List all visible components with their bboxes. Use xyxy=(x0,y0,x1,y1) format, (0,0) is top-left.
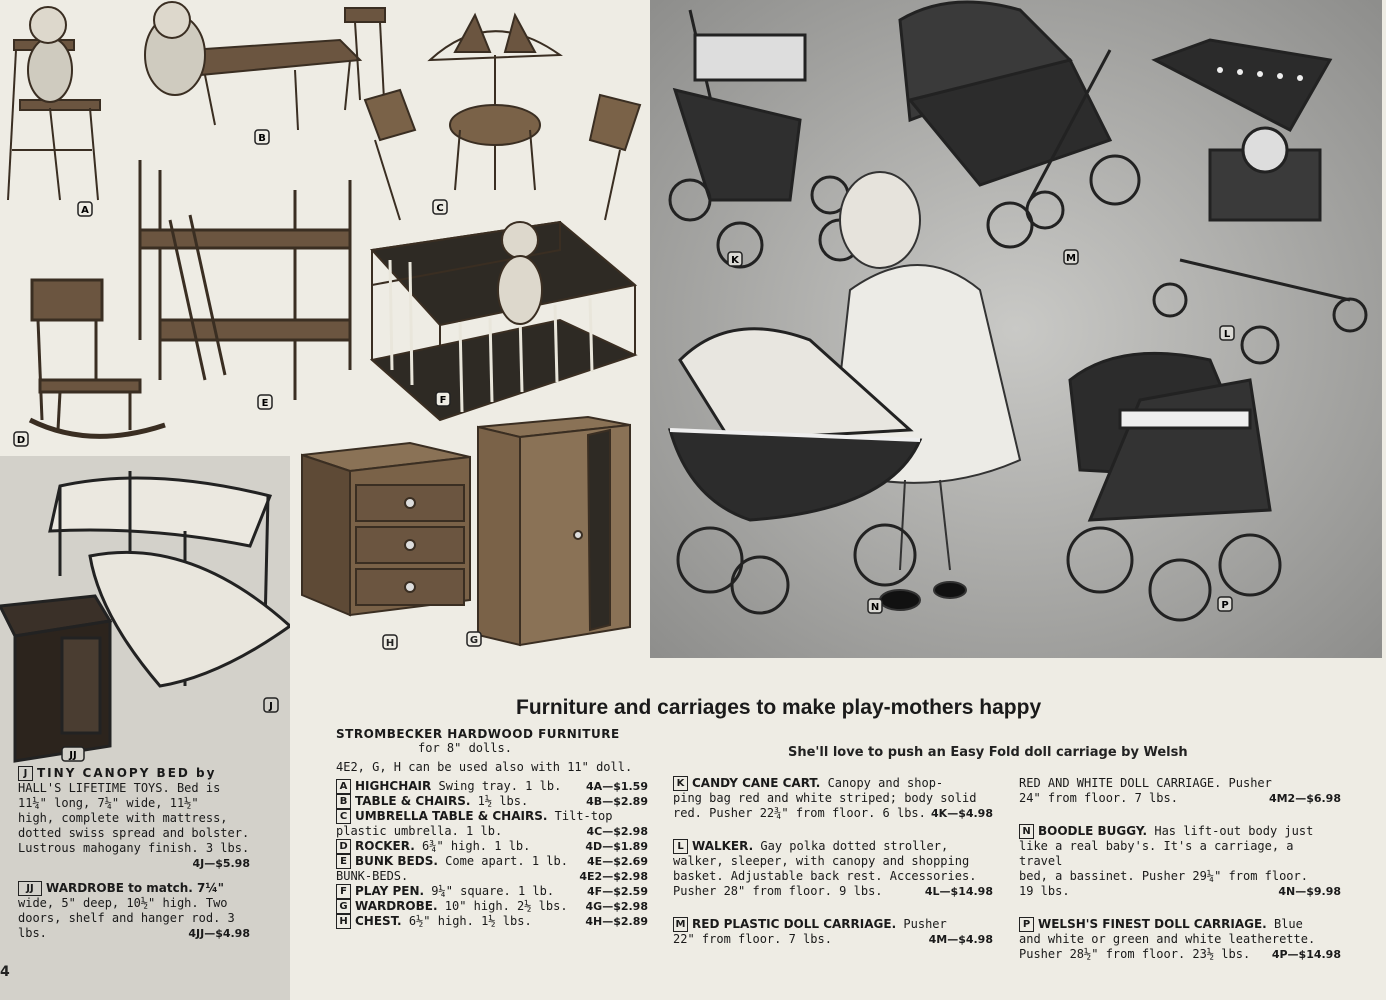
item-d-desc: 6¾" high. 1 lb. xyxy=(422,839,531,853)
page-headline: Furniture and carriages to make play-mothers happy xyxy=(516,696,1042,719)
label-g: G xyxy=(336,899,351,914)
item-c-price: 4C—$2.98 xyxy=(586,825,648,838)
jj-title: WARDROBE to match. 7¼" xyxy=(46,881,225,895)
m-last: 22" from floor. 7 lbs. xyxy=(673,932,832,946)
item-h-desc: 6½" high. 1½ lbs. xyxy=(408,914,532,928)
item-b-desc: 1½ lbs. xyxy=(477,794,529,808)
j-line-5: Lustrous mahogany finish. 3 lbs. xyxy=(18,841,250,855)
letter-j: J xyxy=(269,701,273,712)
j-line-1: HALL'S LIFETIME TOYS. Bed is xyxy=(18,781,221,795)
letter-jj: JJ xyxy=(69,750,77,761)
carriages-mid-copy xyxy=(673,776,993,947)
label-j: J xyxy=(18,766,33,781)
letter-f: F xyxy=(439,395,447,406)
strombecker-heading: STROMBECKER HARDWOOD FURNITURE xyxy=(336,727,620,741)
chest-wardrobe-illustrations xyxy=(290,405,650,655)
carriages-right-copy xyxy=(1019,776,1341,962)
l-title: WALKER. xyxy=(692,839,754,853)
j-line-2: 11¼" long, 7¼" wide, 11½" xyxy=(18,796,199,810)
label-a: A xyxy=(336,779,351,794)
item-c-name: UMBRELLA TABLE & CHAIRS. xyxy=(355,809,548,823)
letter-a: A xyxy=(81,205,89,216)
item-e-desc: Come apart. 1 lb. xyxy=(445,854,568,868)
jj-line-3: lbs. xyxy=(18,926,47,940)
item-c xyxy=(336,809,648,824)
item-e-name: BUNK BEDS. xyxy=(355,854,438,868)
p-first: Blue xyxy=(1273,917,1303,931)
label-p: P xyxy=(1019,917,1034,932)
jj-line-1: wide, 5" deep, 10½" high. Two xyxy=(18,896,228,910)
m2-price: 4M2—$6.98 xyxy=(1268,792,1341,805)
n-last: 19 lbs. xyxy=(1019,884,1070,898)
letter-l: L xyxy=(1223,329,1231,340)
furniture-illustrations xyxy=(0,0,650,456)
item-b xyxy=(336,794,648,809)
j-line-4: dotted swiss spread and bolster. xyxy=(18,826,250,840)
canopy-bed-copy xyxy=(18,766,250,941)
label-e: E xyxy=(336,854,351,869)
letter-d: D xyxy=(16,435,26,446)
item-d-price: 4D—$1.89 xyxy=(585,840,648,853)
item-f-price: 4F—$2.59 xyxy=(587,885,648,898)
letter-p: P xyxy=(1221,600,1229,611)
item-e-price: 4E—$2.69 xyxy=(587,855,648,868)
k-title: CANDY CANE CART. xyxy=(692,776,821,790)
k-first: Canopy and shop- xyxy=(827,776,944,790)
item-g xyxy=(336,899,648,914)
n-line-2: bed, a bassinet. Pusher 29¼" from floor. xyxy=(1019,869,1308,883)
letter-h: H xyxy=(385,638,395,649)
label-m: M xyxy=(673,917,688,932)
n-line-1: like a real baby's. It's a carriage, a travel xyxy=(1019,839,1294,868)
m2-title: RED AND WHITE DOLL CARRIAGE. Pusher xyxy=(1019,776,1272,790)
item-e xyxy=(336,854,648,869)
m-price: 4M—$4.98 xyxy=(928,933,993,946)
letter-m: M xyxy=(1066,253,1076,264)
item-c-cont: plastic umbrella. 1 lb. xyxy=(336,824,503,838)
canopy-bed-illustration xyxy=(0,456,290,766)
j-price: 4J—$5.98 xyxy=(192,857,250,870)
n-title: BOODLE BUGGY. xyxy=(1038,824,1148,838)
highchair-illustration xyxy=(8,7,100,200)
m2-last: 24" from floor. 7 lbs. xyxy=(1019,791,1178,805)
label-k: K xyxy=(673,776,688,791)
carriage-photo-panel xyxy=(650,0,1382,658)
label-n: N xyxy=(1019,824,1034,839)
item-g-desc: 10" high. 2½ lbs. xyxy=(444,899,568,913)
chest-illustration xyxy=(302,443,470,649)
letter-e: E xyxy=(261,398,269,409)
n-price: 4N—$9.98 xyxy=(1278,885,1341,898)
item-h-name: CHEST. xyxy=(355,914,402,928)
letter-g: G xyxy=(469,635,479,646)
k-last: red. Pusher 22¾" from floor. 6 lbs. xyxy=(673,806,926,820)
carriage-photo xyxy=(650,0,1382,658)
l-last: Pusher 28" from floor. 9 lbs. xyxy=(673,884,883,898)
item-g-price: 4G—$2.98 xyxy=(585,900,648,913)
j-line-3: high, complete with mattress, xyxy=(18,811,228,825)
label-f: F xyxy=(336,884,351,899)
j-title: TINY CANOPY BED by xyxy=(37,766,217,780)
k-price: 4K—$4.98 xyxy=(931,807,993,820)
item-f xyxy=(336,884,648,899)
page-number: 4 xyxy=(0,964,10,980)
item-d xyxy=(336,839,648,854)
p-line-1: and white or green and white leatherette. xyxy=(1019,932,1316,946)
label-c: C xyxy=(336,809,351,824)
letter-b: B xyxy=(258,133,266,144)
strombecker-sub: for 8" dolls. xyxy=(418,741,512,755)
item-a-desc: Swing tray. 1 lb. xyxy=(438,779,562,793)
strombecker-note: 4E2, G, H can be used also with 11" doll. xyxy=(336,760,633,774)
item-h-price: 4H—$2.89 xyxy=(585,915,648,928)
m-first: Pusher xyxy=(903,917,947,931)
letter-c: C xyxy=(436,203,444,214)
strombecker-copy xyxy=(336,727,648,929)
item-e2-label: BUNK-BEDS. xyxy=(336,869,409,883)
item-a xyxy=(336,779,648,794)
l-price: 4L—$14.98 xyxy=(924,885,993,898)
k-line-1: ping bag red and white striped; body solid xyxy=(673,791,977,805)
l-first: Gay polka dotted stroller, xyxy=(760,839,949,853)
item-b-price: 4B—$2.89 xyxy=(586,795,648,808)
item-a-name: HIGHCHAIR xyxy=(355,779,432,793)
play-pen-illustration xyxy=(372,222,635,420)
item-a-price: 4A—$1.59 xyxy=(586,780,648,793)
n-first: Has lift-out body just xyxy=(1154,824,1314,838)
label-h: H xyxy=(336,914,351,929)
letter-k: K xyxy=(731,255,739,266)
item-f-name: PLAY PEN. xyxy=(355,884,425,898)
label-l: L xyxy=(673,839,688,854)
p-last: Pusher 28½" from floor. 23½ lbs. xyxy=(1019,947,1251,961)
letter-n: N xyxy=(870,602,880,613)
label-b: B xyxy=(336,794,351,809)
label-d: D xyxy=(336,839,351,854)
item-h xyxy=(336,914,648,929)
table-chairs-illustration xyxy=(145,2,385,130)
p-price: 4P—$14.98 xyxy=(1271,948,1341,961)
p-title: WELSH'S FINEST DOLL CARRIAGE. xyxy=(1038,917,1267,931)
l-line-1: walker, sleeper, with canopy and shopping xyxy=(673,854,970,868)
item-g-name: WARDROBE. xyxy=(355,899,438,913)
label-jj: JJ xyxy=(18,881,42,896)
jj-line-2: doors, shelf and hanger rod. 3 xyxy=(18,911,235,925)
item-b-name: TABLE & CHAIRS. xyxy=(355,794,471,808)
jj-price: 4JJ—$4.98 xyxy=(188,927,250,940)
item-c-desc: Tilt-top xyxy=(554,809,613,823)
carriage-subheadline: She'll love to push an Easy Fold doll carriage by Welsh xyxy=(788,745,1188,760)
bunk-beds-illustration xyxy=(140,160,350,400)
item-e2-price: 4E2—$2.98 xyxy=(579,870,648,883)
m-title: RED PLASTIC DOLL CARRIAGE. xyxy=(692,917,897,931)
canopy-bed-panel xyxy=(0,456,290,1000)
l-line-2: basket. Adjustable back rest. Accessories. xyxy=(673,869,977,883)
item-d-name: ROCKER. xyxy=(355,839,415,853)
item-f-desc: 9¼" square. 1 lb. xyxy=(431,884,555,898)
wardrobe-illustration xyxy=(467,417,630,646)
rocker-illustration xyxy=(30,280,165,436)
umbrella-table-illustration xyxy=(365,15,640,220)
